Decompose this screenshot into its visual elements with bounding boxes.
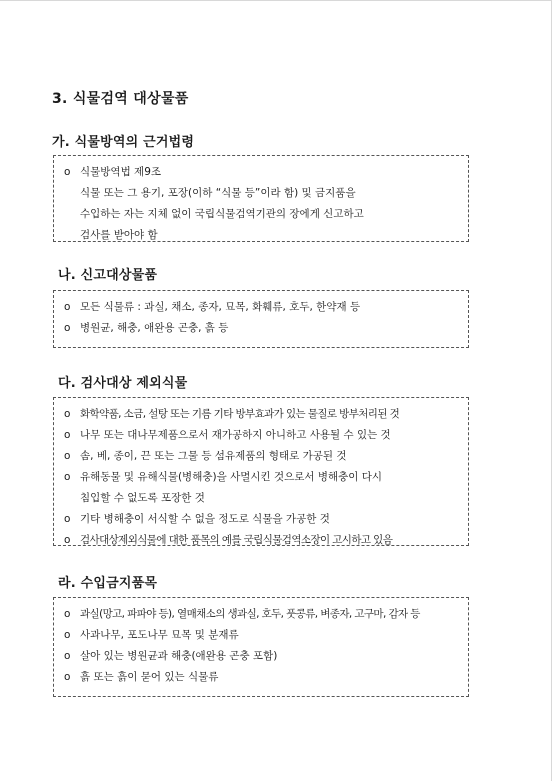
legal-basis-box (53, 155, 469, 242)
bullet-icon: ο (64, 429, 71, 441)
list-item-continuation: 침입할 수 없도록 포장한 것 (80, 492, 205, 504)
list-item: ο 흙 또는 흙이 묻어 있는 식물류 (64, 667, 458, 688)
bullet-icon: ο (64, 671, 71, 683)
list-item: ο 병원균, 해충, 애완용 곤충, 흙 등 (64, 318, 458, 339)
list-item-continuation: 검사를 받아야 함 (80, 229, 158, 241)
bullet-icon: ο (64, 450, 71, 462)
bullet-icon: ο (64, 629, 71, 641)
section-title-exempt-plants: 다. 검사대상 제외식물 (58, 376, 188, 391)
list-item: ο 과실(망고, 파파야 등), 열매채소의 생과실, 호두, 풋콩류, 벼종자, 고구마, 감자 등 (64, 604, 458, 625)
page-edge-top (0, 0, 552, 1)
bullet-icon: ο (64, 322, 71, 334)
section-title-prohibited-items: 라. 수입금지품목 (58, 576, 158, 591)
list-item: ο 화학약품, 소금, 설탕 또는 기름 기타 방부효과가 있는 물질로 방부처리된 것 (64, 404, 458, 425)
prohibited-items-box (53, 597, 469, 697)
bullet-icon: ο (64, 408, 71, 420)
list-item: ο 모든 식물류 : 과실, 채소, 종자, 묘목, 화훼류, 호두, 한약재 등 (64, 297, 458, 318)
list-item: ο 사과나무, 포도나무 묘목 및 분재류 (64, 625, 458, 646)
list-item-continuation: 수입하는 자는 지체 없이 국립식물검역기관의 장에게 신고하고 (80, 208, 364, 220)
chapter-title: 3. 식물검역 대상물품 (52, 91, 189, 107)
bullet-icon: ο (64, 608, 71, 620)
list-item: ο 검사대상제외식물에 대한 품목의 예를 국립식물검역소장이 고시하고 있음 (64, 530, 458, 551)
section-title-legal-basis: 가. 식물방역의 근거법령 (52, 135, 195, 150)
bullet-icon: ο (64, 513, 71, 525)
bullet-icon: ο (64, 301, 71, 313)
list-item: ο 식물방역법 제9조 (64, 162, 458, 183)
bullet-icon: ο (64, 471, 71, 483)
bullet-icon: ο (64, 650, 71, 662)
section-title-declaration-items: 나. 신고대상물품 (58, 268, 158, 283)
list-item: ο 나무 또는 대나무제품으로서 재가공하지 아니하고 사용될 수 있는 것 (64, 425, 458, 446)
bullet-icon: ο (64, 534, 71, 546)
declaration-items-box (53, 290, 469, 348)
list-item: ο 살아 있는 병원균과 해충(애완용 곤충 포함) (64, 646, 458, 667)
list-item: ο 솜, 베, 종이, 끈 또는 그물 등 섬유제품의 형태로 가공된 것 (64, 446, 458, 467)
list-item-continuation: 식물 또는 그 용기, 포장(이하 “식물 등”이라 함) 및 금지품을 (80, 187, 356, 199)
bullet-icon: ο (64, 166, 71, 178)
list-item: ο 기타 병해충이 서식할 수 없을 정도로 식물을 가공한 것 (64, 509, 458, 530)
exempt-plants-box (53, 397, 469, 546)
list-item: ο 유해동물 및 유해식물(병해충)을 사멸시킨 것으로서 병해충이 다시 (64, 467, 458, 488)
